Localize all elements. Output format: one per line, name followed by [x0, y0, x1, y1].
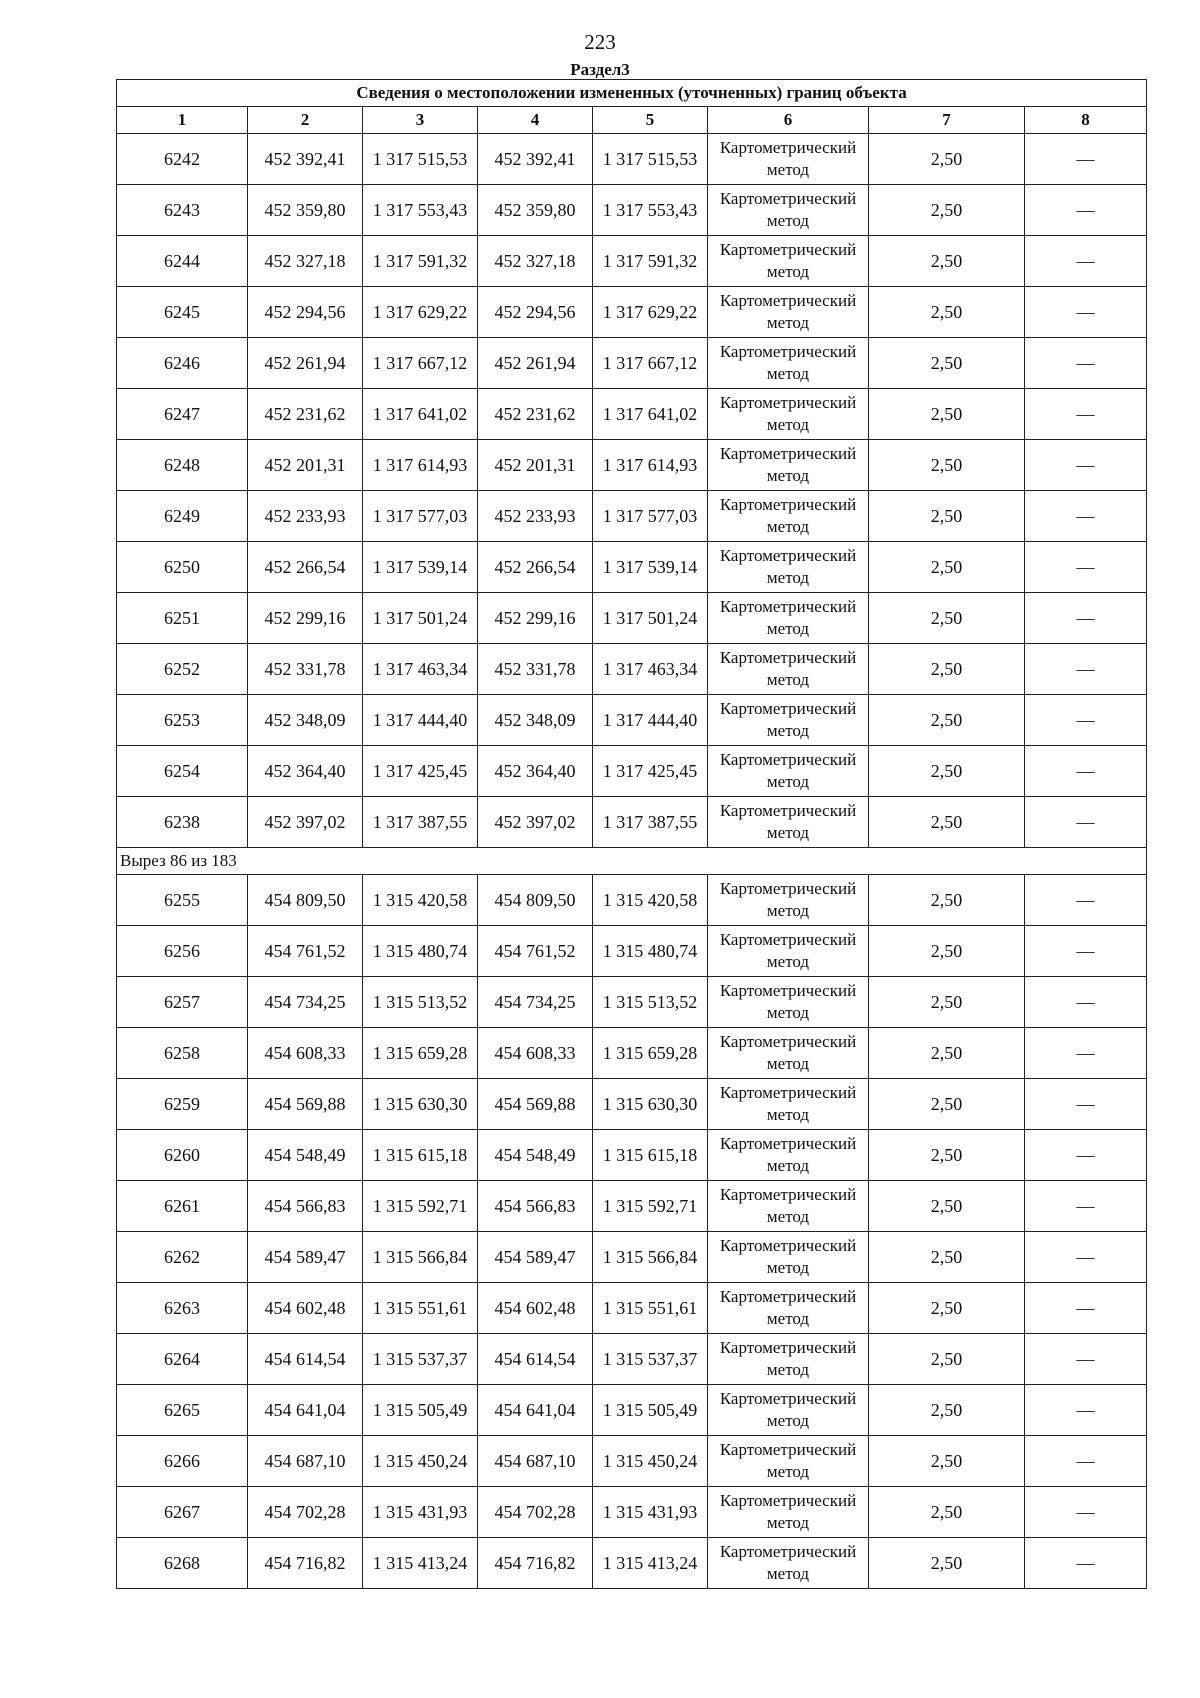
method-cell: Картометрический метод — [708, 695, 869, 746]
description-cell: — — [1025, 593, 1147, 644]
table-row — [117, 644, 1147, 695]
column-numbers-row — [117, 107, 1147, 134]
accuracy-cell: 2,50 — [869, 1436, 1025, 1487]
accuracy-cell: 2,50 — [869, 797, 1025, 848]
y-old-cell: 1 315 505,49 — [363, 1385, 478, 1436]
point-number-cell: 6256 — [117, 926, 248, 977]
table-row — [117, 1232, 1147, 1283]
point-number-cell: 6262 — [117, 1232, 248, 1283]
column-number: 6 — [708, 107, 869, 134]
y-new-cell: 1 317 553,43 — [593, 185, 708, 236]
accuracy-cell: 2,50 — [869, 1181, 1025, 1232]
method-cell: Картометрический метод — [708, 875, 869, 926]
description-cell: — — [1025, 491, 1147, 542]
x-old-cell: 454 716,82 — [248, 1538, 363, 1589]
method-cell: Картометрический метод — [708, 134, 869, 185]
method-cell: Картометрический метод — [708, 1130, 869, 1181]
description-cell: — — [1025, 1028, 1147, 1079]
x-new-cell: 452 266,54 — [478, 542, 593, 593]
section-title: Раздел3 — [570, 60, 630, 79]
y-old-cell: 1 317 614,93 — [363, 440, 478, 491]
x-new-cell: 454 761,52 — [478, 926, 593, 977]
x-new-cell: 454 809,50 — [478, 875, 593, 926]
y-old-cell: 1 317 515,53 — [363, 134, 478, 185]
method-cell: Картометрический метод — [708, 746, 869, 797]
x-old-cell: 452 231,62 — [248, 389, 363, 440]
point-number-cell: 6250 — [117, 542, 248, 593]
table-row — [117, 1487, 1147, 1538]
table-row — [117, 1283, 1147, 1334]
table-row — [117, 389, 1147, 440]
method-cell: Картометрический метод — [708, 338, 869, 389]
x-new-cell: 454 716,82 — [478, 1538, 593, 1589]
description-cell: — — [1025, 236, 1147, 287]
y-new-cell: 1 315 480,74 — [593, 926, 708, 977]
y-old-cell: 1 317 577,03 — [363, 491, 478, 542]
x-new-cell: 452 294,56 — [478, 287, 593, 338]
accuracy-cell: 2,50 — [869, 746, 1025, 797]
method-cell: Картометрический метод — [708, 926, 869, 977]
column-number: 5 — [593, 107, 708, 134]
point-number-cell: 6265 — [117, 1385, 248, 1436]
y-new-cell: 1 315 537,37 — [593, 1334, 708, 1385]
x-new-cell: 454 602,48 — [478, 1283, 593, 1334]
x-new-cell: 454 569,88 — [478, 1079, 593, 1130]
table-caption-row — [117, 80, 1147, 107]
point-number-cell: 6248 — [117, 440, 248, 491]
description-cell: — — [1025, 542, 1147, 593]
x-old-cell: 452 397,02 — [248, 797, 363, 848]
x-old-cell: 452 299,16 — [248, 593, 363, 644]
y-old-cell: 1 315 420,58 — [363, 875, 478, 926]
method-cell: Картометрический метод — [708, 1079, 869, 1130]
description-cell: — — [1025, 797, 1147, 848]
y-old-cell: 1 317 553,43 — [363, 185, 478, 236]
y-new-cell: 1 317 501,24 — [593, 593, 708, 644]
accuracy-cell: 2,50 — [869, 1283, 1025, 1334]
accuracy-cell: 2,50 — [869, 926, 1025, 977]
y-new-cell: 1 315 566,84 — [593, 1232, 708, 1283]
accuracy-cell: 2,50 — [869, 389, 1025, 440]
accuracy-cell: 2,50 — [869, 236, 1025, 287]
x-new-cell: 452 348,09 — [478, 695, 593, 746]
method-cell: Картометрический метод — [708, 977, 869, 1028]
y-old-cell: 1 317 667,12 — [363, 338, 478, 389]
x-old-cell: 452 331,78 — [248, 644, 363, 695]
description-cell: — — [1025, 1436, 1147, 1487]
x-new-cell: 452 331,78 — [478, 644, 593, 695]
method-cell: Картометрический метод — [708, 287, 869, 338]
table-row — [117, 1334, 1147, 1385]
accuracy-cell: 2,50 — [869, 440, 1025, 491]
point-number-cell: 6253 — [117, 695, 248, 746]
y-new-cell: 1 317 577,03 — [593, 491, 708, 542]
x-new-cell: 452 233,93 — [478, 491, 593, 542]
y-old-cell: 1 315 450,24 — [363, 1436, 478, 1487]
accuracy-cell: 2,50 — [869, 1334, 1025, 1385]
column-number: 3 — [363, 107, 478, 134]
table-row — [117, 134, 1147, 185]
point-number-cell: 6244 — [117, 236, 248, 287]
method-cell: Картометрический метод — [708, 542, 869, 593]
method-cell: Картометрический метод — [708, 1283, 869, 1334]
y-new-cell: 1 315 431,93 — [593, 1487, 708, 1538]
table-row — [117, 1436, 1147, 1487]
method-cell: Картометрический метод — [708, 1436, 869, 1487]
accuracy-cell: 2,50 — [869, 491, 1025, 542]
y-old-cell: 1 315 513,52 — [363, 977, 478, 1028]
description-cell: — — [1025, 1232, 1147, 1283]
method-cell: Картометрический метод — [708, 185, 869, 236]
method-cell: Картометрический метод — [708, 1334, 869, 1385]
x-old-cell: 454 734,25 — [248, 977, 363, 1028]
method-cell: Картометрический метод — [708, 1385, 869, 1436]
x-new-cell: 452 364,40 — [478, 746, 593, 797]
point-number-cell: 6246 — [117, 338, 248, 389]
table-row — [117, 1028, 1147, 1079]
x-old-cell: 452 233,93 — [248, 491, 363, 542]
y-new-cell: 1 315 630,30 — [593, 1079, 708, 1130]
y-new-cell: 1 317 515,53 — [593, 134, 708, 185]
coordinates-table — [116, 79, 1147, 1589]
y-new-cell: 1 315 615,18 — [593, 1130, 708, 1181]
y-new-cell: 1 317 629,22 — [593, 287, 708, 338]
accuracy-cell: 2,50 — [869, 287, 1025, 338]
y-old-cell: 1 317 501,24 — [363, 593, 478, 644]
x-old-cell: 454 548,49 — [248, 1130, 363, 1181]
method-cell: Картометрический метод — [708, 593, 869, 644]
table-row — [117, 797, 1147, 848]
x-old-cell: 454 761,52 — [248, 926, 363, 977]
point-number-cell: 6259 — [117, 1079, 248, 1130]
table-row — [117, 977, 1147, 1028]
point-number-cell: 6238 — [117, 797, 248, 848]
x-old-cell: 452 327,18 — [248, 236, 363, 287]
y-new-cell: 1 317 539,14 — [593, 542, 708, 593]
point-number-cell: 6261 — [117, 1181, 248, 1232]
point-number-cell: 6247 — [117, 389, 248, 440]
description-cell: — — [1025, 695, 1147, 746]
method-cell: Картометрический метод — [708, 1028, 869, 1079]
description-cell: — — [1025, 389, 1147, 440]
point-number-cell: 6266 — [117, 1436, 248, 1487]
point-number-cell: 6245 — [117, 287, 248, 338]
y-new-cell: 1 315 513,52 — [593, 977, 708, 1028]
point-number-cell: 6257 — [117, 977, 248, 1028]
description-cell: — — [1025, 977, 1147, 1028]
y-old-cell: 1 317 444,40 — [363, 695, 478, 746]
x-new-cell: 454 566,83 — [478, 1181, 593, 1232]
x-new-cell: 452 201,31 — [478, 440, 593, 491]
x-new-cell: 454 614,54 — [478, 1334, 593, 1385]
x-new-cell: 454 608,33 — [478, 1028, 593, 1079]
y-old-cell: 1 317 463,34 — [363, 644, 478, 695]
y-new-cell: 1 317 591,32 — [593, 236, 708, 287]
table-row — [117, 491, 1147, 542]
table-row — [117, 236, 1147, 287]
table-row — [117, 185, 1147, 236]
x-old-cell: 454 569,88 — [248, 1079, 363, 1130]
x-old-cell: 454 614,54 — [248, 1334, 363, 1385]
description-cell: — — [1025, 1283, 1147, 1334]
column-number: 1 — [117, 107, 248, 134]
point-number-cell: 6252 — [117, 644, 248, 695]
y-old-cell: 1 315 615,18 — [363, 1130, 478, 1181]
y-new-cell: 1 317 614,93 — [593, 440, 708, 491]
y-old-cell: 1 315 551,61 — [363, 1283, 478, 1334]
method-cell: Картометрический метод — [708, 491, 869, 542]
x-new-cell: 452 231,62 — [478, 389, 593, 440]
x-old-cell: 452 266,54 — [248, 542, 363, 593]
y-old-cell: 1 315 659,28 — [363, 1028, 478, 1079]
y-new-cell: 1 315 592,71 — [593, 1181, 708, 1232]
table-row — [117, 1079, 1147, 1130]
point-number-cell: 6255 — [117, 875, 248, 926]
x-new-cell: 454 589,47 — [478, 1232, 593, 1283]
method-cell: Картометрический метод — [708, 1538, 869, 1589]
accuracy-cell: 2,50 — [869, 542, 1025, 593]
x-new-cell: 452 359,80 — [478, 185, 593, 236]
table-caption: Сведения о местоположении измененных (уточненных) границ объекта — [117, 80, 1147, 107]
y-new-cell: 1 317 667,12 — [593, 338, 708, 389]
x-new-cell: 454 734,25 — [478, 977, 593, 1028]
point-number-cell: 6251 — [117, 593, 248, 644]
description-cell: — — [1025, 644, 1147, 695]
accuracy-cell: 2,50 — [869, 1487, 1025, 1538]
point-number-cell: 6242 — [117, 134, 248, 185]
table-row — [117, 593, 1147, 644]
accuracy-cell: 2,50 — [869, 644, 1025, 695]
x-new-cell: 454 687,10 — [478, 1436, 593, 1487]
point-number-cell: 6249 — [117, 491, 248, 542]
x-old-cell: 452 364,40 — [248, 746, 363, 797]
description-cell: — — [1025, 287, 1147, 338]
y-new-cell: 1 317 387,55 — [593, 797, 708, 848]
x-old-cell: 452 294,56 — [248, 287, 363, 338]
x-old-cell: 454 608,33 — [248, 1028, 363, 1079]
method-cell: Картометрический метод — [708, 797, 869, 848]
accuracy-cell: 2,50 — [869, 1538, 1025, 1589]
accuracy-cell: 2,50 — [869, 134, 1025, 185]
accuracy-cell: 2,50 — [869, 593, 1025, 644]
x-old-cell: 452 261,94 — [248, 338, 363, 389]
table-row — [117, 1538, 1147, 1589]
y-old-cell: 1 315 566,84 — [363, 1232, 478, 1283]
y-old-cell: 1 317 539,14 — [363, 542, 478, 593]
table-row — [117, 440, 1147, 491]
x-new-cell: 452 392,41 — [478, 134, 593, 185]
y-new-cell: 1 315 450,24 — [593, 1436, 708, 1487]
y-old-cell: 1 315 480,74 — [363, 926, 478, 977]
point-number-cell: 6258 — [117, 1028, 248, 1079]
accuracy-cell: 2,50 — [869, 1079, 1025, 1130]
accuracy-cell: 2,50 — [869, 338, 1025, 389]
point-number-cell: 6264 — [117, 1334, 248, 1385]
method-cell: Картометрический метод — [708, 236, 869, 287]
x-old-cell: 454 566,83 — [248, 1181, 363, 1232]
x-new-cell: 454 548,49 — [478, 1130, 593, 1181]
x-new-cell: 452 397,02 — [478, 797, 593, 848]
table-row — [117, 695, 1147, 746]
description-cell: — — [1025, 1487, 1147, 1538]
x-old-cell: 454 641,04 — [248, 1385, 363, 1436]
x-old-cell: 454 702,28 — [248, 1487, 363, 1538]
y-new-cell: 1 317 444,40 — [593, 695, 708, 746]
column-number: 4 — [478, 107, 593, 134]
table-row — [117, 926, 1147, 977]
description-cell: — — [1025, 185, 1147, 236]
method-cell: Картометрический метод — [708, 1487, 869, 1538]
x-old-cell: 454 809,50 — [248, 875, 363, 926]
y-old-cell: 1 315 537,37 — [363, 1334, 478, 1385]
y-new-cell: 1 317 641,02 — [593, 389, 708, 440]
point-number-cell: 6260 — [117, 1130, 248, 1181]
x-old-cell: 454 602,48 — [248, 1283, 363, 1334]
point-number-cell: 6254 — [117, 746, 248, 797]
y-old-cell: 1 315 592,71 — [363, 1181, 478, 1232]
y-old-cell: 1 315 413,24 — [363, 1538, 478, 1589]
y-old-cell: 1 317 591,32 — [363, 236, 478, 287]
y-old-cell: 1 315 630,30 — [363, 1079, 478, 1130]
x-new-cell: 452 299,16 — [478, 593, 593, 644]
table-row — [117, 338, 1147, 389]
table-row — [117, 287, 1147, 338]
description-cell: — — [1025, 1181, 1147, 1232]
y-old-cell: 1 315 431,93 — [363, 1487, 478, 1538]
point-number-cell: 6267 — [117, 1487, 248, 1538]
table-row — [117, 1385, 1147, 1436]
point-number-cell: 6243 — [117, 185, 248, 236]
table-row — [117, 875, 1147, 926]
accuracy-cell: 2,50 — [869, 875, 1025, 926]
accuracy-cell: 2,50 — [869, 977, 1025, 1028]
table-row — [117, 1181, 1147, 1232]
table-body — [117, 134, 1147, 1589]
description-cell: — — [1025, 1334, 1147, 1385]
method-cell: Картометрический метод — [708, 1181, 869, 1232]
y-new-cell: 1 315 420,58 — [593, 875, 708, 926]
x-old-cell: 452 359,80 — [248, 185, 363, 236]
x-old-cell: 454 589,47 — [248, 1232, 363, 1283]
table-row — [117, 542, 1147, 593]
accuracy-cell: 2,50 — [869, 1385, 1025, 1436]
x-new-cell: 454 641,04 — [478, 1385, 593, 1436]
x-old-cell: 452 392,41 — [248, 134, 363, 185]
description-cell: — — [1025, 875, 1147, 926]
x-old-cell: 452 348,09 — [248, 695, 363, 746]
column-number: 7 — [869, 107, 1025, 134]
y-old-cell: 1 317 641,02 — [363, 389, 478, 440]
description-cell: — — [1025, 440, 1147, 491]
x-new-cell: 452 261,94 — [478, 338, 593, 389]
y-new-cell: 1 315 551,61 — [593, 1283, 708, 1334]
table-row — [117, 746, 1147, 797]
description-cell: — — [1025, 1079, 1147, 1130]
y-new-cell: 1 315 505,49 — [593, 1385, 708, 1436]
y-old-cell: 1 317 629,22 — [363, 287, 478, 338]
accuracy-cell: 2,50 — [869, 1130, 1025, 1181]
description-cell: — — [1025, 1130, 1147, 1181]
column-number: 2 — [248, 107, 363, 134]
accuracy-cell: 2,50 — [869, 695, 1025, 746]
group-label: Вырез 86 из 183 — [117, 848, 1147, 875]
method-cell: Картометрический метод — [708, 389, 869, 440]
method-cell: Картометрический метод — [708, 644, 869, 695]
x-old-cell: 452 201,31 — [248, 440, 363, 491]
table-row — [117, 1130, 1147, 1181]
x-new-cell: 454 702,28 — [478, 1487, 593, 1538]
accuracy-cell: 2,50 — [869, 1028, 1025, 1079]
point-number-cell: 6268 — [117, 1538, 248, 1589]
page-number: 223 — [584, 30, 616, 54]
y-new-cell: 1 315 413,24 — [593, 1538, 708, 1589]
y-old-cell: 1 317 425,45 — [363, 746, 478, 797]
description-cell: — — [1025, 338, 1147, 389]
description-cell: — — [1025, 926, 1147, 977]
accuracy-cell: 2,50 — [869, 1232, 1025, 1283]
y-new-cell: 1 317 425,45 — [593, 746, 708, 797]
group-label-row — [117, 848, 1147, 875]
method-cell: Картометрический метод — [708, 1232, 869, 1283]
column-number: 8 — [1025, 107, 1147, 134]
description-cell: — — [1025, 134, 1147, 185]
description-cell: — — [1025, 746, 1147, 797]
x-old-cell: 454 687,10 — [248, 1436, 363, 1487]
description-cell: — — [1025, 1385, 1147, 1436]
method-cell: Картометрический метод — [708, 440, 869, 491]
accuracy-cell: 2,50 — [869, 185, 1025, 236]
point-number-cell: 6263 — [117, 1283, 248, 1334]
x-new-cell: 452 327,18 — [478, 236, 593, 287]
y-new-cell: 1 315 659,28 — [593, 1028, 708, 1079]
y-old-cell: 1 317 387,55 — [363, 797, 478, 848]
description-cell: — — [1025, 1538, 1147, 1589]
y-new-cell: 1 317 463,34 — [593, 644, 708, 695]
